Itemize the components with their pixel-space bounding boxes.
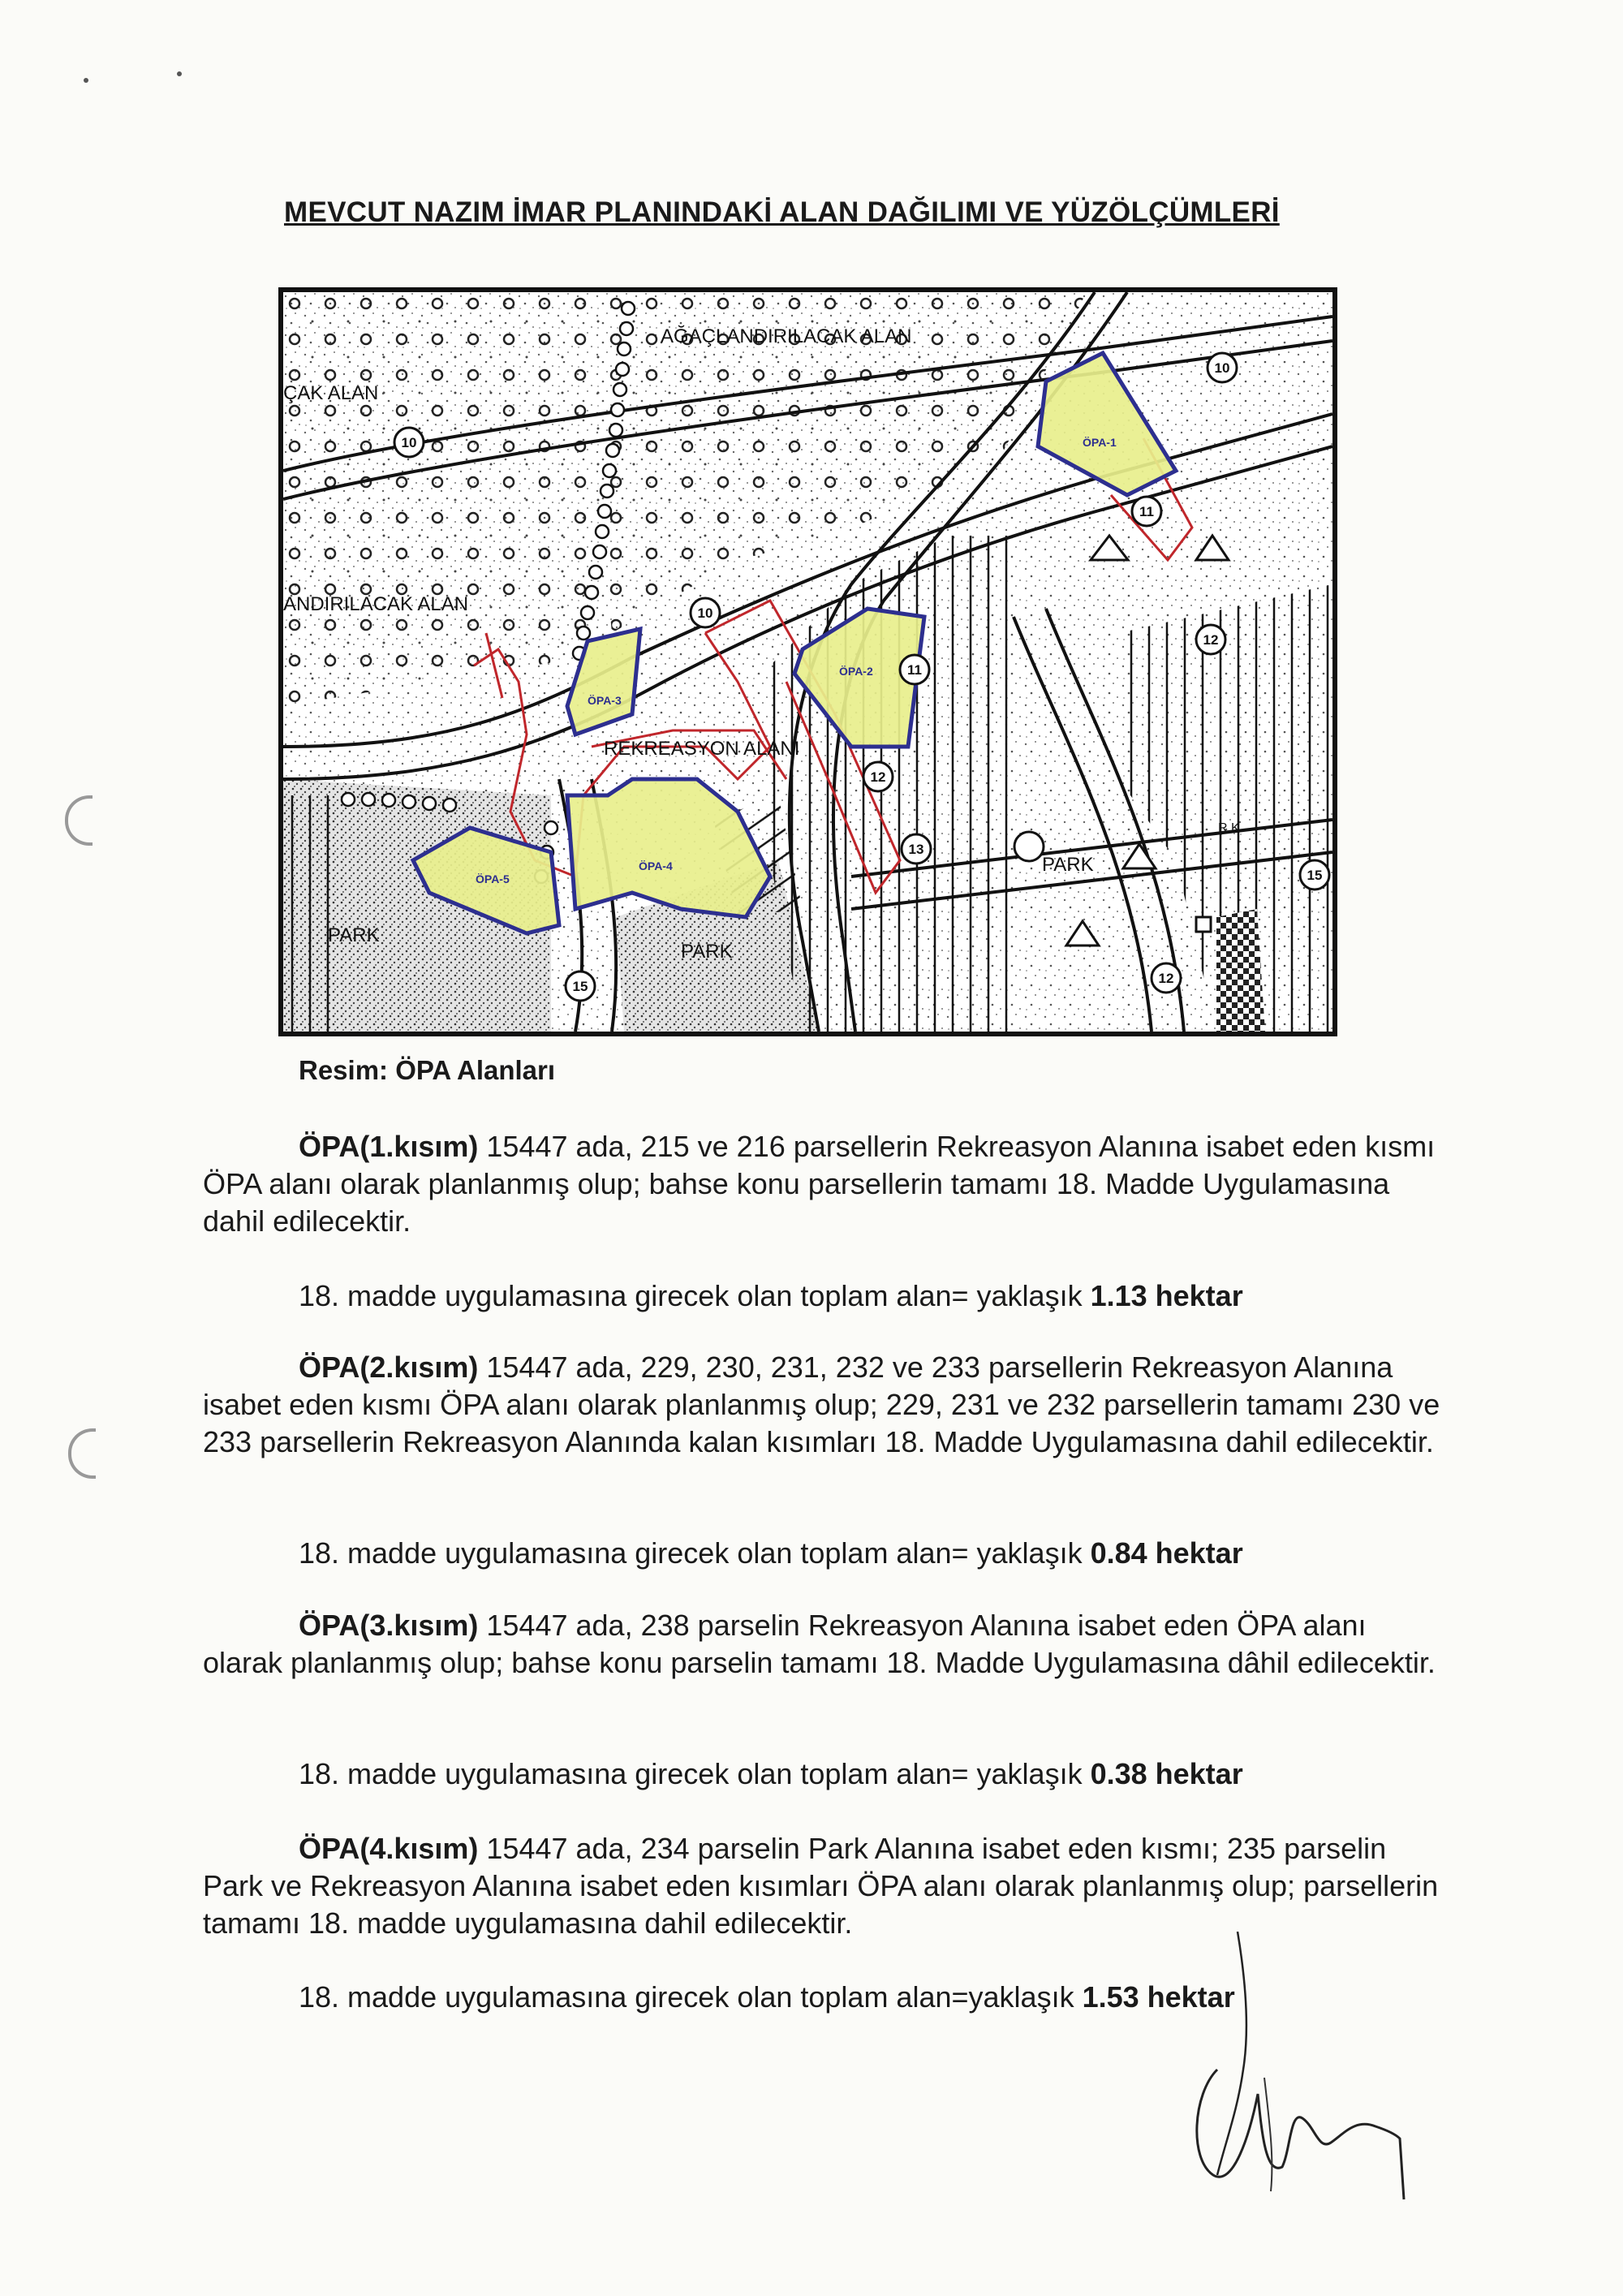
section-2-text: 15447 ada, 229, 230, 231, 232 ve 233 parsellerin Rekreasyon Alanına isabet eden kısmı ÖPA alanı olarak planlanmış olup; 229, 231 ve 232 parsellerin tamamı 230 ve 233 parsellerin Rekreasyon Alanında kalan kısımları 18. Madde Uygulamasına dahil edilecektir. bbox=[203, 1350, 1440, 1458]
section-2-lead: ÖPA(2.kısım) bbox=[299, 1350, 479, 1384]
zone-label-park-center: PARK bbox=[681, 941, 733, 963]
road-number: 10 bbox=[401, 435, 417, 450]
section-1-total-text: 18. madde uygulamasına girecek olan toplam alan= yaklaşık bbox=[299, 1279, 1091, 1312]
section-3-total bbox=[299, 1757, 1516, 1791]
figure-caption: Resim: ÖPA Alanları bbox=[299, 1055, 556, 1085]
opa-3-label: ÖPA-3 bbox=[588, 694, 622, 707]
binder-hole-mark bbox=[65, 795, 93, 846]
section-3-total-value: 0.38 hektar bbox=[1090, 1757, 1243, 1790]
zone-label-park-left: PARK bbox=[328, 924, 380, 946]
square-symbol bbox=[1196, 917, 1211, 932]
checker-zone bbox=[1216, 909, 1265, 1032]
section-2-paragraph bbox=[203, 1349, 1444, 1461]
handwritten-signature bbox=[1169, 1932, 1444, 2208]
zoning-plan-map bbox=[278, 287, 1337, 1036]
opa-4-label: ÖPA-4 bbox=[639, 859, 673, 872]
zone-label-rekreasyon: REKREASYON ALANI bbox=[604, 738, 800, 760]
section-4-total-text: 18. madde uygulamasına girecek olan toplam alan=yaklaşık bbox=[299, 1980, 1083, 2014]
section-1-total bbox=[299, 1279, 1516, 1313]
road-number: 12 bbox=[1203, 632, 1219, 648]
section-4-lead: ÖPA(4.kısım) bbox=[299, 1832, 479, 1865]
binder-hole-mark bbox=[68, 1428, 96, 1479]
section-4-text: 15447 ada, 234 parselin Park Alanına isabet eden kısmı; 235 parselin Park ve Rekreasyon Alanına isabet eden kısımları ÖPA alanı olarak planlanmış olup; parsellerin tamamı 18. madde uygulamasına dahil edilecektir. bbox=[203, 1832, 1439, 1940]
scan-speck bbox=[177, 71, 182, 76]
section-2-total bbox=[299, 1536, 1516, 1570]
section-2-total-value: 0.84 hektar bbox=[1090, 1536, 1243, 1570]
road-number: 10 bbox=[1214, 360, 1230, 376]
section-3-total-text: 18. madde uygulamasına girecek olan toplam alan= yaklaşık bbox=[299, 1757, 1091, 1790]
page-title: MEVCUT NAZIM İMAR PLANINDAKİ ALAN DAĞILIMI VE YÜZÖLÇÜMLERİ bbox=[284, 196, 1280, 228]
scan-speck bbox=[84, 78, 88, 83]
section-1-text: 15447 ada, 215 ve 216 parsellerin Rekreasyon Alanına isabet eden kısmı ÖPA alanı olarak planlanmış olup; bahse konu parsellerin tamamı 18. Madde Uygulamasına dahil edilecektir. bbox=[203, 1130, 1436, 1238]
road-number: 12 bbox=[1158, 971, 1174, 986]
zone-label-andirilacak-alan: ANDIRILACAK ALAN bbox=[283, 593, 469, 615]
map-drawing bbox=[283, 292, 1332, 1032]
section-4-paragraph bbox=[203, 1830, 1444, 1942]
road-number: 15 bbox=[1307, 868, 1323, 883]
road-number: 11 bbox=[1139, 504, 1154, 519]
section-1-lead: ÖPA(1.kısım) bbox=[299, 1130, 479, 1163]
section-2-total-text: 18. madde uygulamasına girecek olan toplam alan= yaklaşık bbox=[299, 1536, 1091, 1570]
opa-2-label: ÖPA-2 bbox=[839, 665, 873, 678]
afforestation-zone-left bbox=[283, 292, 624, 706]
zone-label-park-right: PARK bbox=[1042, 854, 1094, 876]
opa-1-label: ÖPA-1 bbox=[1083, 436, 1117, 449]
section-1-paragraph bbox=[203, 1128, 1444, 1240]
road-number: 15 bbox=[572, 979, 588, 994]
zone-label-rk: R.K bbox=[1218, 821, 1240, 835]
section-3-paragraph bbox=[203, 1607, 1444, 1682]
section-1-total-value: 1.13 hektar bbox=[1090, 1279, 1243, 1312]
section-3-lead: ÖPA(3.kısım) bbox=[299, 1609, 479, 1642]
opa-5-label: ÖPA-5 bbox=[476, 872, 510, 885]
road-number: 11 bbox=[907, 662, 922, 678]
section-4-total-value: 1.53 hektar bbox=[1082, 1980, 1235, 2014]
road-number: 10 bbox=[697, 605, 713, 621]
zone-label-cak-alan: ÇAK ALAN bbox=[283, 382, 379, 404]
road-number: 12 bbox=[870, 769, 886, 785]
section-3-text: 15447 ada, 238 parselin Rekreasyon Alanına isabet eden ÖPA alanı olarak planlanmış olup; bahse konu parselin tamamı 18. Madde Uygulamasına dâhil edilecektir. bbox=[203, 1609, 1436, 1679]
road-number: 13 bbox=[908, 842, 924, 857]
zone-label-agaclandirilacak: AĞAÇLANDIRILACAK ALAN bbox=[661, 325, 912, 347]
